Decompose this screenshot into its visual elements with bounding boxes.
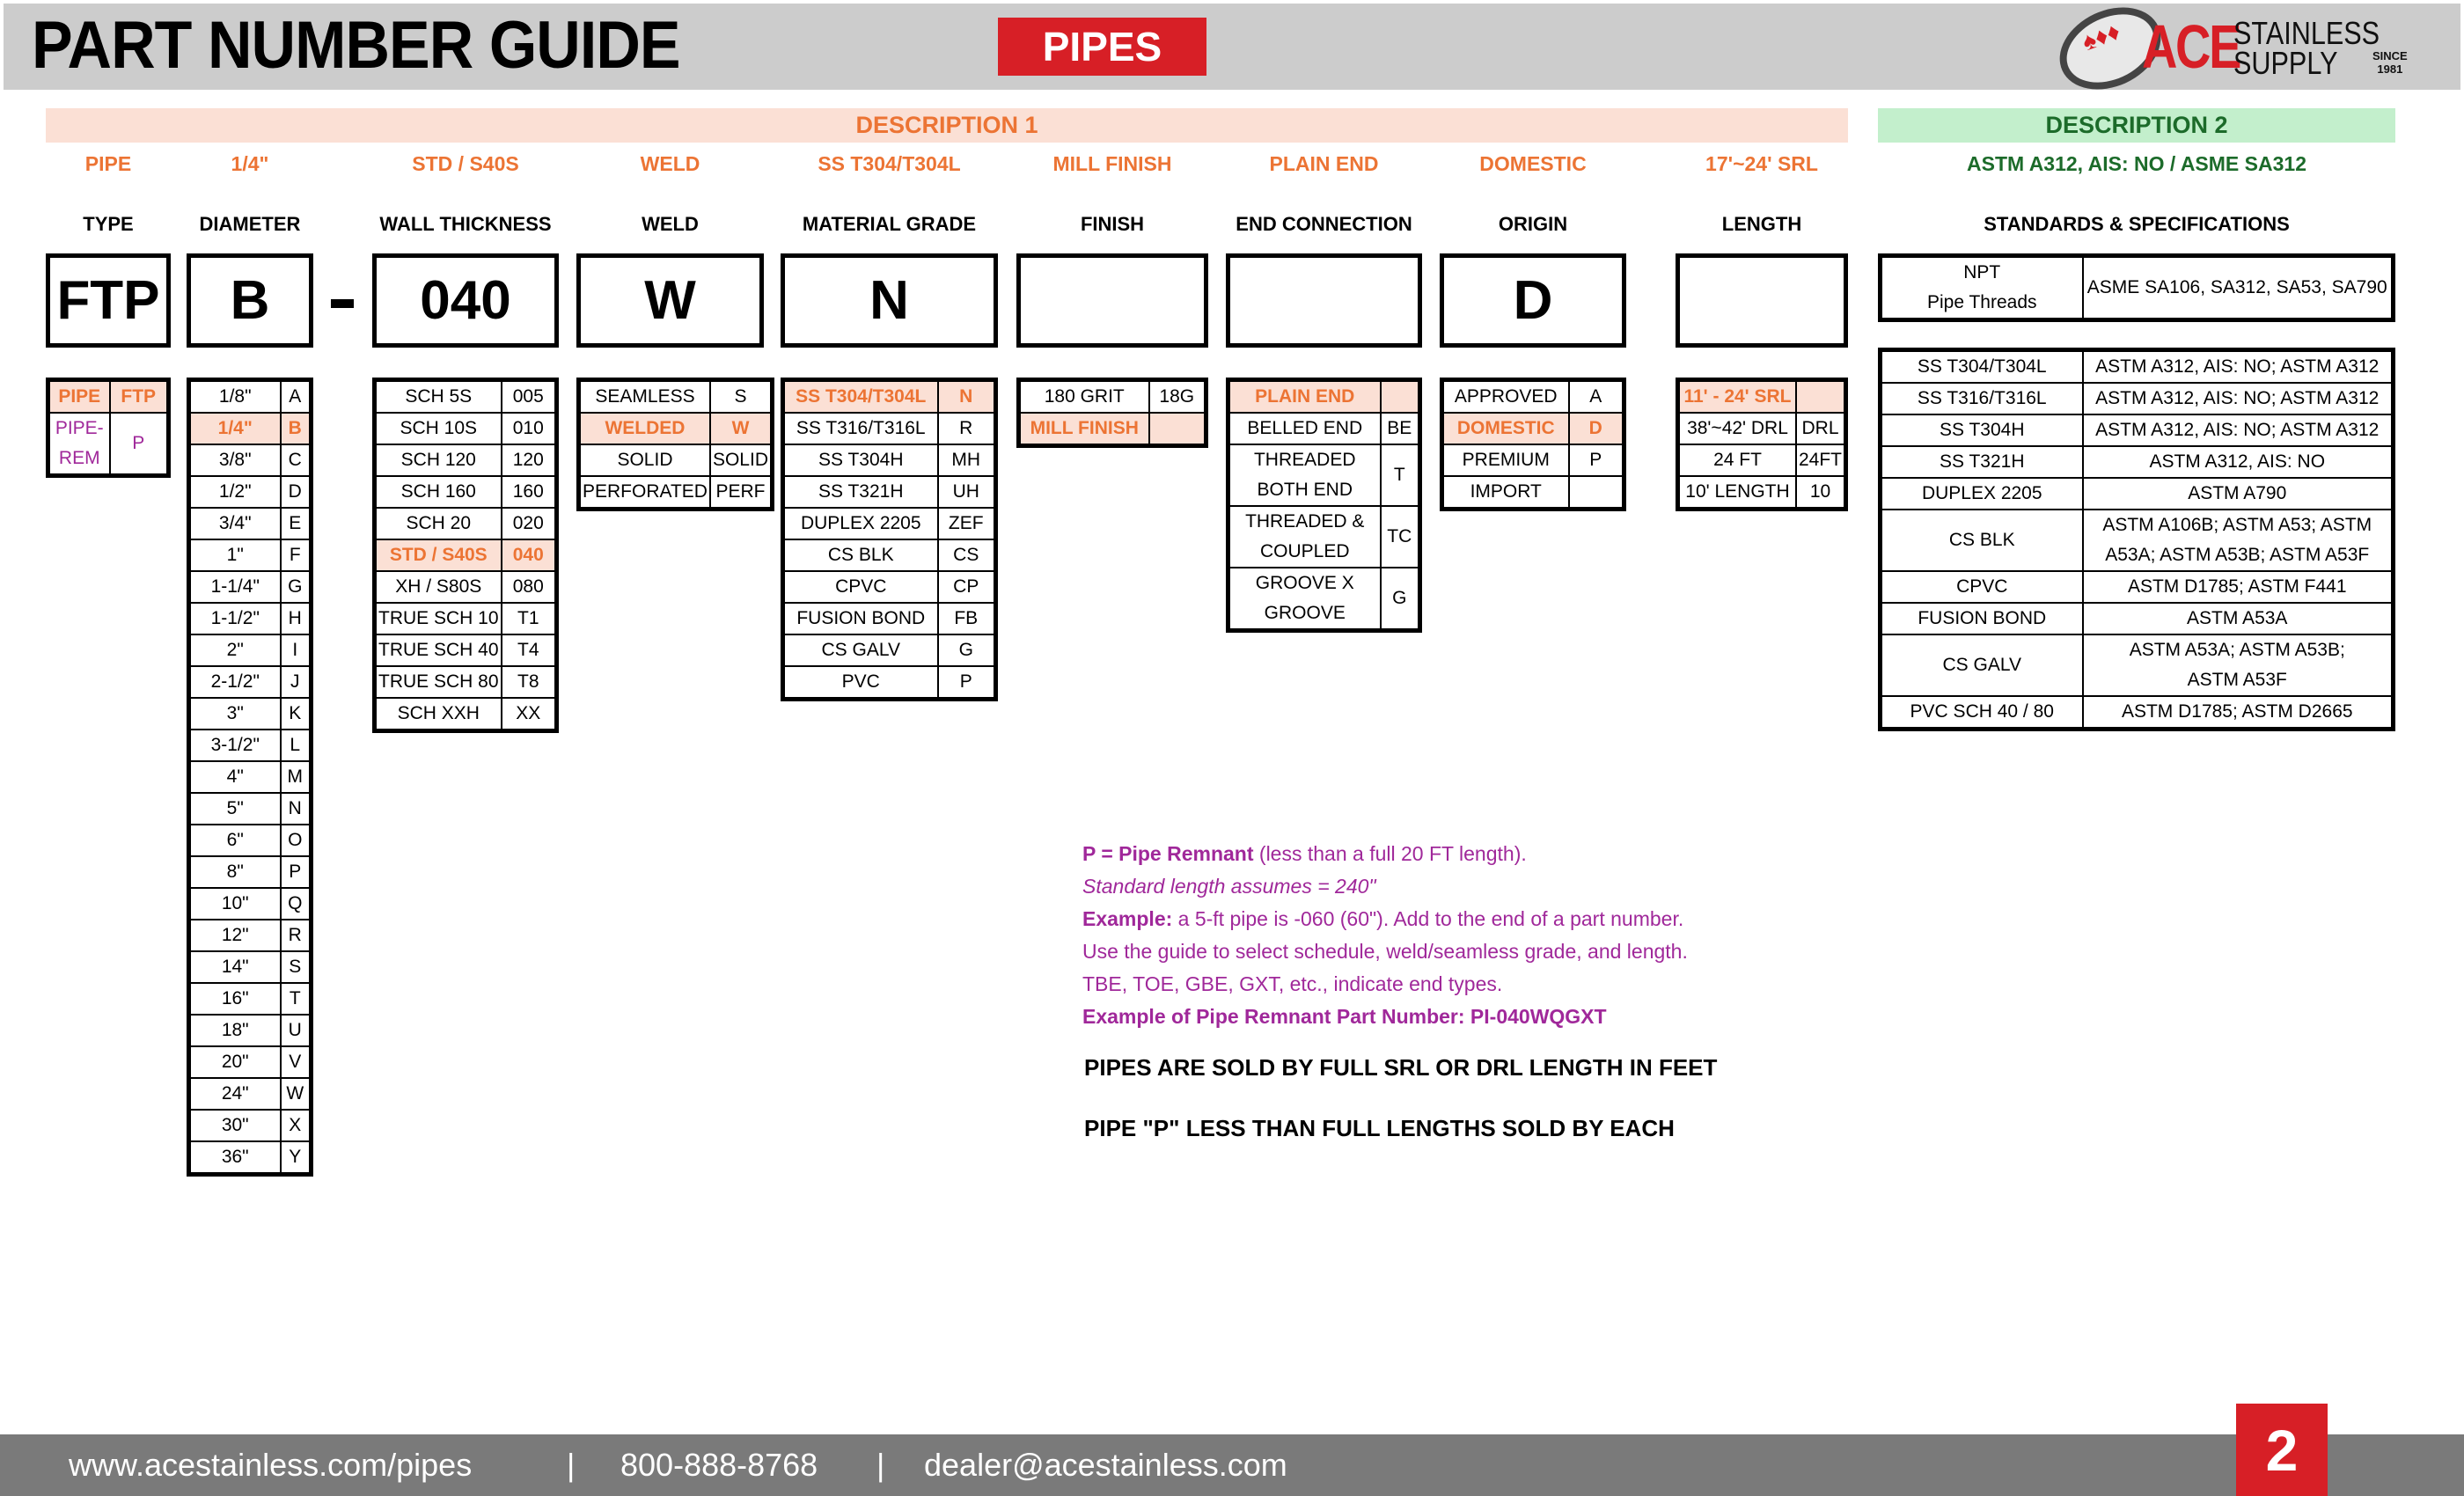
table-row [375,508,557,539]
option-code: F [281,539,312,571]
table-row [1228,444,1420,506]
table-row [189,730,312,761]
table-row [189,1078,312,1110]
length-table [1676,378,1848,511]
option-name: SCH 160 [375,476,502,508]
option-name: DUPLEX 2205 [783,508,938,539]
table-row [1442,444,1624,476]
option-name: PLAIN END [1228,380,1381,414]
option-code: R [938,413,996,444]
type-table [46,378,171,478]
option-code: Y [281,1141,312,1175]
table-row [783,380,996,414]
table-row [189,761,312,793]
option-name: 16" [189,983,281,1015]
option-name: PVC [783,666,938,700]
option-name: DOMESTIC [1442,413,1569,444]
company-logo [2050,4,2408,88]
option-code: 10 [1796,476,1846,510]
table-row [783,571,996,603]
table-row [783,508,996,539]
table-row [1678,380,1846,414]
note-line-2: Standard length assumes = 240" [1082,875,1376,898]
origin-table [1440,378,1626,511]
table-row [579,444,773,476]
table-row [189,920,312,951]
table-row [783,444,996,476]
option-name: FUSION BOND [783,603,938,634]
table-row [1678,413,1846,444]
note-line-3: Example: a 5-ft pipe is -060 (60"). Add to the end of a part number. [1082,907,1684,930]
option-code: P [281,856,312,888]
spec-value: ASTM D1785; ASTM D2665 [2083,696,2394,730]
option-code: UH [938,476,996,508]
table-row [189,1110,312,1141]
npt-table [1878,253,2395,322]
table-row [1881,571,2394,603]
table-row [375,698,557,731]
table-row [189,571,312,603]
table-row [189,476,312,508]
table-row [1881,350,2394,384]
option-name: PERFORATED [579,476,710,510]
finish-table [1016,378,1208,448]
option-name: 11' - 24' SRL [1678,380,1796,414]
sold-full-length-note: PIPES ARE SOLD BY FULL SRL OR DRL LENGTH IN FEET [1084,1054,1718,1081]
table-row [783,634,996,666]
option-code: T [281,983,312,1015]
table-row [1881,603,2394,634]
option-name: 5" [189,793,281,825]
option-code: SOLID [710,444,773,476]
spec-value: ASTM A312, AIS: NO [2083,446,2394,478]
table-row [375,571,557,603]
table-row [1228,568,1420,631]
selected-standards: ASTM A312, AIS: NO / ASME SA312 [1967,152,2306,175]
selected-weld: WELD [640,152,700,175]
option-name: SS T316/T316L [783,413,938,444]
table-row [1228,380,1420,414]
page-number: 2 [2236,1404,2328,1496]
table-row [1881,510,2394,571]
label-origin: ORIGIN [1498,213,1568,235]
table-row [375,666,557,698]
option-code: T [1381,444,1420,506]
option-code: PERF [710,476,773,510]
option-name: 6" [189,825,281,856]
option-name: 180 GRIT [1019,380,1149,414]
code-box-finish [1016,253,1208,348]
weld-table [576,378,774,511]
option-name: APPROVED [1442,380,1569,414]
option-name: SS T304/T304L [1881,350,2083,384]
option-code: W [710,413,773,444]
option-name: STD / S40S [375,539,502,571]
footer-separator: | [876,1447,885,1483]
table-row [1881,383,2394,414]
option-code: 005 [502,380,557,414]
option-code: U [281,1015,312,1046]
option-code: S [710,380,773,414]
option-code: 18G [1149,380,1206,414]
label-length: LENGTH [1721,213,1802,235]
option-name: SS T304/T304L [783,380,938,414]
table-row [579,413,773,444]
option-name: 10" [189,888,281,920]
table-row [189,634,312,666]
option-name: SCH 5S [375,380,502,414]
option-code: Q [281,888,312,920]
code-box-material: N [781,253,998,348]
option-name: SCH XXH [375,698,502,731]
table-row [1228,413,1420,444]
option-code: O [281,825,312,856]
standards-table [1878,348,2395,731]
table-row [783,539,996,571]
option-code: BE [1381,413,1420,444]
label-standards: STANDARDS & SPECIFICATIONS [1984,213,2290,235]
option-name: THREADED & COUPLED [1228,506,1381,568]
code-box-end [1226,253,1422,348]
option-code: MH [938,444,996,476]
selected-wall: STD / S40S [412,152,519,175]
spec-value: ASTM A790 [2083,478,2394,510]
code-box-diameter: B [187,253,313,348]
table-row [375,476,557,508]
label-wall: WALL THICKNESS [379,213,552,235]
table-row [579,380,773,414]
page-title: PART NUMBER GUIDE [32,8,680,83]
table-row [1881,446,2394,478]
table-row [189,380,312,414]
spec-value: ASTM A53A; ASTM A53B; ASTM A53F [2083,634,2394,696]
label-weld: WELD [642,213,699,235]
table-row: PIPE FTP [48,380,169,414]
option-name: CS BLK [1881,510,2083,571]
spec-value: ASTM D1785; ASTM F441 [2083,571,2394,603]
option-name: XH / S80S [375,571,502,603]
option-name: TRUE SCH 10 [375,603,502,634]
table-row [189,539,312,571]
table-row [375,444,557,476]
option-name: 2-1/2" [189,666,281,698]
table-row [189,666,312,698]
note-line-1: P = Pipe Remnant (less than a full 20 FT length). [1082,842,1527,865]
table-row [189,413,312,444]
option-name: DUPLEX 2205 [1881,478,2083,510]
table-row [783,666,996,700]
option-name: SOLID [579,444,710,476]
footer-separator: | [567,1447,576,1483]
option-name: 14" [189,951,281,983]
option-name: CS GALV [783,634,938,666]
option-code: 24FT [1796,444,1846,476]
option-code: TC [1381,506,1420,568]
code-box-origin: D [1440,253,1626,348]
option-code: 160 [502,476,557,508]
option-code [1796,380,1846,414]
table-row [1442,476,1624,510]
logo-since: SINCE 1981 [2372,49,2408,76]
table-row [375,380,557,414]
option-code: X [281,1110,312,1141]
option-code: DRL [1796,413,1846,444]
npt-spec-cell: ASME SA106, SA312, SA53, SA790 [2083,256,2394,320]
code-separator-dash [331,299,354,308]
option-name: SS T304H [1881,414,2083,446]
footer-email-link[interactable]: dealer@acestainless.com [924,1447,1287,1483]
option-code: D [281,476,312,508]
option-name: 3/4" [189,508,281,539]
option-code: C [281,444,312,476]
option-code: ZEF [938,508,996,539]
material-grade-table [781,378,998,701]
code-box-length [1676,253,1848,348]
option-code: A [1569,380,1624,414]
option-code: H [281,603,312,634]
option-name: SCH 120 [375,444,502,476]
selected-material: SS T304/T304L [818,152,961,175]
option-code: G [938,634,996,666]
option-code: L [281,730,312,761]
option-name: 1" [189,539,281,571]
option-code: G [281,571,312,603]
table-row [1019,413,1206,446]
option-name: SS T316/T316L [1881,383,2083,414]
table-row [189,1046,312,1078]
option-name: SCH 20 [375,508,502,539]
code-box-weld: W [576,253,764,348]
table-row [783,413,996,444]
table-row [189,888,312,920]
option-name: FUSION BOND [1881,603,2083,634]
label-finish: FINISH [1080,213,1145,235]
table-row [1678,476,1846,510]
option-name: TRUE SCH 80 [375,666,502,698]
table-row [783,476,996,508]
table-row [189,1141,312,1175]
option-name: SS T321H [783,476,938,508]
table-row [375,413,557,444]
option-name: 20" [189,1046,281,1078]
option-code: G [1381,568,1420,631]
diameter-table [187,378,313,1177]
option-name: SS T304H [783,444,938,476]
option-code [1381,380,1420,414]
table-row [1881,414,2394,446]
option-name: SEAMLESS [579,380,710,414]
end-connection-table [1226,378,1422,633]
logo-line1: STAINLESS [2233,15,2380,51]
option-code: J [281,666,312,698]
option-name: 38'~42' DRL [1678,413,1796,444]
option-name: 36" [189,1141,281,1175]
option-code: V [281,1046,312,1078]
option-code: A [281,380,312,414]
option-code: 010 [502,413,557,444]
selected-length: 17'~24' SRL [1705,152,1818,175]
table-row [1881,478,2394,510]
spec-value: ASTM A312, AIS: NO; ASTM A312 [2083,383,2394,414]
label-diameter: DIAMETER [199,213,301,235]
option-name: 8" [189,856,281,888]
label-end: END CONNECTION [1236,213,1412,235]
spec-value: ASTM A53A [2083,603,2394,634]
option-code: T1 [502,603,557,634]
option-code: I [281,634,312,666]
option-name: 24" [189,1078,281,1110]
option-name: 1/8" [189,380,281,414]
option-name: SCH 10S [375,413,502,444]
option-name: PREMIUM [1442,444,1569,476]
note-line-5: TBE, TOE, GBE, GXT, etc., indicate end types. [1082,972,1503,995]
option-code: S [281,951,312,983]
selected-origin: DOMESTIC [1479,152,1587,175]
option-code [1149,413,1206,446]
table-row [1442,413,1624,444]
description-2-band: DESCRIPTION 2 [1878,108,2395,143]
option-name: 1-1/4" [189,571,281,603]
wall-thickness-table [372,378,559,733]
selected-end: PLAIN END [1269,152,1379,175]
option-code: B [281,413,312,444]
option-name: 10' LENGTH [1678,476,1796,510]
option-name: IMPORT [1442,476,1569,510]
option-name: 3" [189,698,281,730]
description-1-band: DESCRIPTION 1 [46,108,1848,143]
table-row [189,825,312,856]
table-row [189,508,312,539]
category-tag: PIPES [998,18,1206,76]
option-code: CS [938,539,996,571]
table-row [1442,380,1624,414]
option-code: FB [938,603,996,634]
footer-bar [0,1434,2464,1496]
code-box-type: FTP [46,253,171,348]
table-row [189,856,312,888]
option-code: N [281,793,312,825]
option-name: 3-1/2" [189,730,281,761]
option-name: SS T321H [1881,446,2083,478]
label-material: MATERIAL GRADE [802,213,977,235]
logo-ace: ACE [2142,12,2240,81]
table-row [189,793,312,825]
table-row [189,603,312,634]
spec-value: ASTM A312, AIS: NO; ASTM A312 [2083,350,2394,384]
option-code: XX [502,698,557,731]
selected-type: PIPE [84,152,132,175]
table-row [1881,696,2394,730]
option-code: R [281,920,312,951]
option-name: 1-1/2" [189,603,281,634]
option-name: CPVC [783,571,938,603]
option-code: N [938,380,996,414]
table-row [375,634,557,666]
selected-finish: MILL FINISH [1052,152,1172,175]
option-code: 120 [502,444,557,476]
footer-phone-link[interactable]: 800-888-8768 [620,1447,818,1483]
selected-diameter: 1/4" [231,152,269,175]
option-code: 040 [502,539,557,571]
option-name: TRUE SCH 40 [375,634,502,666]
option-name: 3/8" [189,444,281,476]
option-code: D [1569,413,1624,444]
table-row [1678,444,1846,476]
option-code: K [281,698,312,730]
table-row [1881,634,2394,696]
option-name: WELDED [579,413,710,444]
npt-name-cell: NPT Pipe Threads [1881,256,2083,320]
table-row [375,603,557,634]
playing-cards-icon: ♠♦♦ [2078,17,2124,56]
spec-value: ASTM A106B; ASTM A53; ASTM A53A; ASTM A53B; ASTM A53F [2083,510,2394,571]
option-name: 18" [189,1015,281,1046]
table-row [189,951,312,983]
logo-line2: SUPPLY [2233,45,2338,81]
option-name: MILL FINISH [1019,413,1149,446]
option-name: 2" [189,634,281,666]
option-code: T4 [502,634,557,666]
table-row [189,983,312,1015]
option-code [1569,476,1624,510]
note-line-4: Use the guide to select schedule, weld/seamless grade, and length. [1082,940,1688,963]
table-row [1228,506,1420,568]
option-name: 1/2" [189,476,281,508]
option-name: CPVC [1881,571,2083,603]
spec-value: ASTM A312, AIS: NO; ASTM A312 [2083,414,2394,446]
option-code: CP [938,571,996,603]
option-name: 24 FT [1678,444,1796,476]
table-row [189,698,312,730]
table-row [189,1015,312,1046]
option-code: P [1569,444,1624,476]
option-name: 12" [189,920,281,951]
option-code: 020 [502,508,557,539]
table-row [783,603,996,634]
footer-website-link[interactable]: www.acestainless.com/pipes [69,1447,473,1483]
option-name: GROOVE X GROOVE [1228,568,1381,631]
pipe-remnant-notes [1082,838,1769,1033]
sold-each-note: PIPE "P" LESS THAN FULL LENGTHS SOLD BY EACH [1084,1115,1675,1141]
option-code: T8 [502,666,557,698]
option-name: 30" [189,1110,281,1141]
option-name: 1/4" [189,413,281,444]
label-type: TYPE [83,213,134,235]
option-code: E [281,508,312,539]
option-code: 080 [502,571,557,603]
table-row [375,539,557,571]
option-name: 4" [189,761,281,793]
option-code: W [281,1078,312,1110]
table-row [189,444,312,476]
table-row: PIPE-REM P [48,413,169,476]
option-name: CS GALV [1881,634,2083,696]
option-code: P [938,666,996,700]
option-name: CS BLK [783,539,938,571]
option-name: THREADED BOTH END [1228,444,1381,506]
option-name: PVC SCH 40 / 80 [1881,696,2083,730]
option-name: BELLED END [1228,413,1381,444]
code-box-wall: 040 [372,253,559,348]
table-row [1019,380,1206,414]
option-code: M [281,761,312,793]
note-line-6: Example of Pipe Remnant Part Number: PI-040WQGXT [1082,1005,1607,1028]
table-row [579,476,773,510]
